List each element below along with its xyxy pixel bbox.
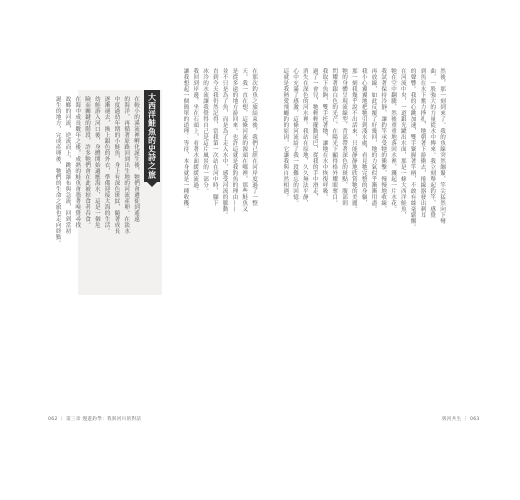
right-page-footer: 與河共生 ｜ 063 — [442, 417, 480, 422]
text-column: 我試著保持冷靜，讓釣竿承受牠的衝擊，慢慢地收線， — [380, 68, 387, 212]
sidebar-column: 逐漸褪去，換上銀色的外衣，準備迎接大海的生活。 — [103, 96, 110, 234]
text-column: 我回到岸邊，坐在石頭上，看著水面緩緩流過。 — [192, 68, 199, 194]
sidebar-column: 的海洋，再循著原路回到出生地的河流產卵。在淡水 — [123, 96, 130, 234]
sidebar-column: 中度過幼年期的小鮭魚，身上有深色斑紋，隨著成長 — [113, 96, 120, 234]
text-column: 這就是我熱愛飛蠅釣的原因，它讓我與自然相遇。 — [282, 68, 289, 200]
sidebar-box — [54, 90, 162, 295]
text-column: 牠在空中翻騰，然後重重地落回水裡，濺起一片水花。 — [390, 68, 397, 212]
text-column: 那一刻我幾乎說不出話來，只能靜靜地欣賞牠的美麗。 — [350, 68, 357, 212]
text-column: 冰冷的水流讓我覺得自己是這片風景的一部分。 — [202, 68, 209, 194]
text-column: 是從多遠的地方游回來。也許這就是我釣魚的理由—— — [231, 68, 238, 212]
text-column: 心中充滿了感激，這條河流給了我一段難忘的回憶。 — [292, 68, 299, 206]
text-column: 我取下魚鉤，雙手托著牠，讓牠在水中恢復呼吸。 — [321, 68, 328, 200]
right-body-text — [268, 68, 446, 353]
sidebar-title: 大西洋鮭魚的史詩之旅 — [144, 90, 160, 182]
sidebar-column: 在較小的溪流裡孵化誕生後，牠們會遷徙到遙遠 — [133, 96, 139, 222]
sidebar-text — [54, 96, 140, 292]
text-column: 然後，那一刻到來了。我的魚線突然繃緊，竿尖猛然向下彎 — [439, 68, 445, 224]
text-column: 在那次釣魚之旅結束後，我們已經在河岸度過了一整 — [251, 68, 257, 206]
sidebar-column: 幼鮭游入河口後，身體開始適應海水，這是一個危 — [93, 96, 100, 228]
left-page — [54, 68, 258, 468]
sidebar-column: 誕生的地方，完成產卵後，牠們的生命之旅也走向終點。 — [54, 96, 61, 246]
left-body-text — [170, 68, 258, 298]
text-column: 讓我想起一個簡單的道理：等待，本身就是一種收穫。 — [182, 68, 189, 212]
text-column: 消失在深色的河水裡。我站在原地，久久無法平靜， — [301, 68, 308, 206]
text-column: 直到今天我仍然記得，當我第一次站在河中時，腳下 — [211, 68, 218, 206]
text-column: 再放線，如此反覆了好幾回，牠的力氣似乎漸漸用盡。 — [370, 68, 377, 212]
right-page — [268, 68, 446, 468]
text-column: 的聲響。我的心跳加速，雙手緊握著竿柄，不敢有絲毫鬆懈。 — [409, 68, 416, 230]
text-column: 曲，一股強大的力量從水中傳來。我立刻舉起釣竿，感覺 — [429, 68, 436, 218]
sidebar-column: 故鄉的河流，逆流而上，跳過瀑布與急流，回到當初 — [64, 96, 71, 234]
text-column: 我小心翼翼地把牠引到淺水處，看見牠完整的身軀， — [360, 68, 367, 206]
sidebar-column: 險而關鍵的階段，許多牠們會在此被掠食者吞食。 — [84, 96, 91, 228]
text-column: 在河流中央，一道銀光躍出水面，那是一條大西洋鮭魚， — [399, 68, 406, 218]
text-column: 過了一會兒，牠輕輕擺動尾巴，從我的手中滑走， — [311, 68, 318, 200]
text-column: 到魚在水下奮力掙扎，牠朝著下游衝去，捲線器發出刺耳 — [419, 68, 426, 218]
sidebar-column: 在海中成長數年之後，成熟的鮭魚會憑著嗅覺尋找 — [74, 96, 81, 228]
text-column: 天。我一直在想，這條河流的源頭在哪裡，那些鮭魚又 — [241, 68, 248, 212]
text-column: 閃耀著銀白色的光芒，在陽光下顯得格外耀眼奪目。 — [331, 68, 338, 206]
left-page-footer: 062 ｜ 第三章 慢遊釣學：我與河川的對話 — [48, 417, 142, 422]
text-column: 並不只是為了魚，而是為了走入水中，感受河流的脈動。 — [221, 68, 228, 218]
text-column: 牠的身體呈現流線型，背部帶著深色的斑點，腹部則 — [341, 68, 348, 206]
